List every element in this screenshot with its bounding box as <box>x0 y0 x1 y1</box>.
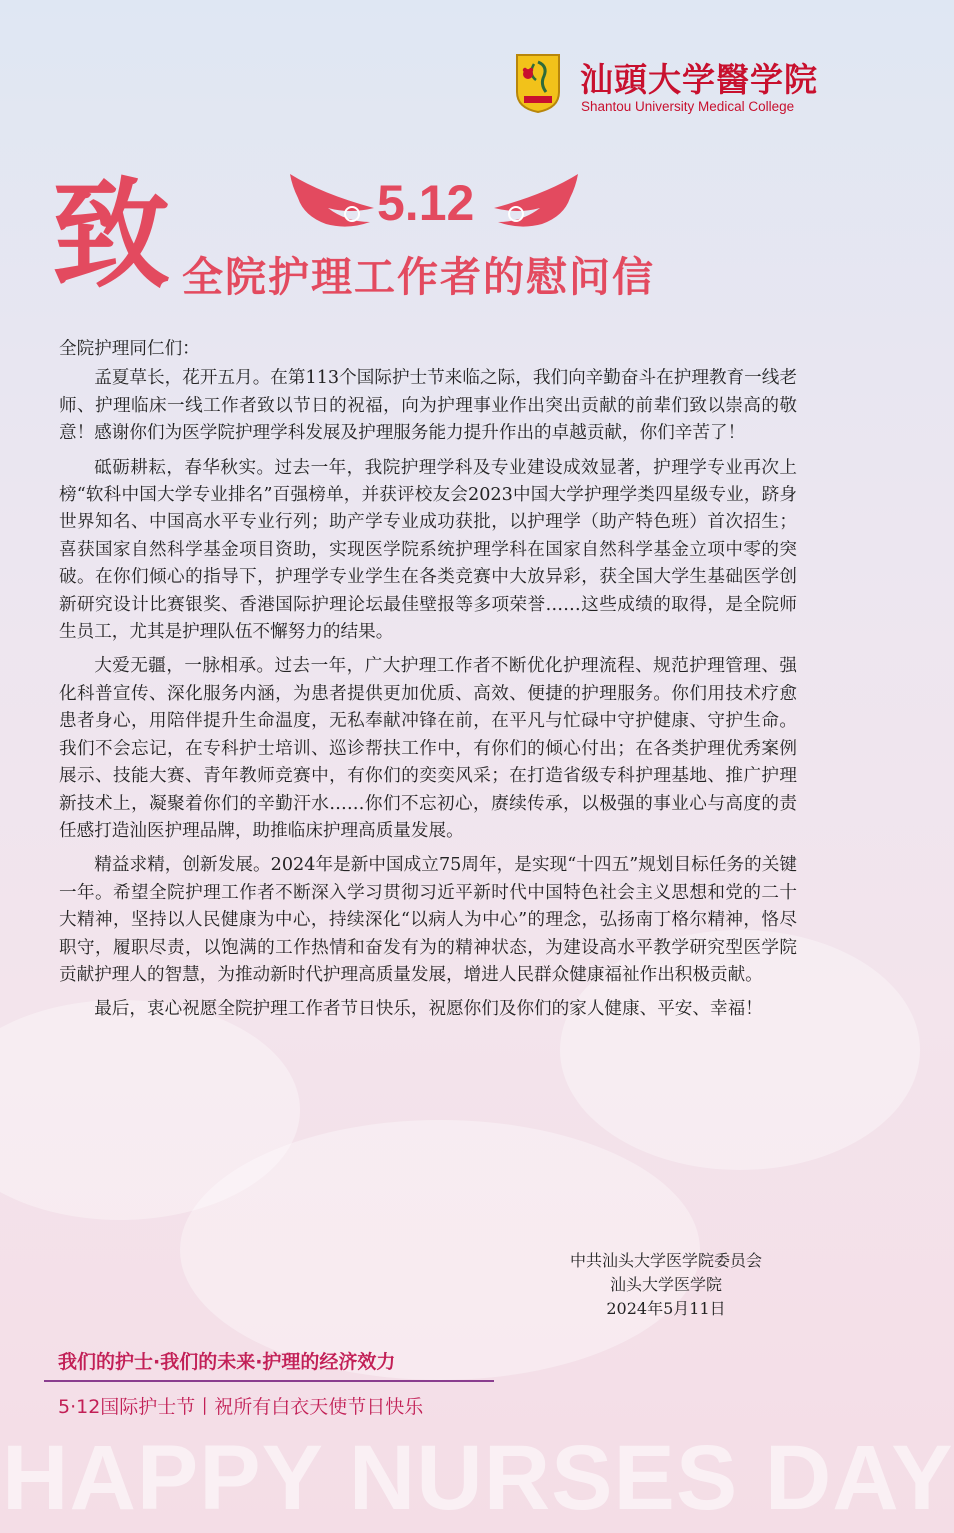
signature-org-committee: 中共汕头大学医学院委员会 <box>569 1251 762 1270</box>
college-emblem-icon <box>514 52 562 114</box>
happy-nurses-day-watermark: HAPPY NURSES DAY <box>2 1427 954 1529</box>
letter-body <box>59 336 797 1031</box>
title-zhi: 致 <box>52 166 171 304</box>
title-subtitle: 全院护理工作者的慰问信 <box>182 253 655 301</box>
logo-english-name: Shantou University Medical College <box>581 99 795 114</box>
slogan-greeting: 5·12国际护士节丨祝所有白衣天使节日快乐 <box>58 1396 424 1418</box>
letter-paragraph: 最后，衷心祝愿全院护理工作者节日快乐，祝愿你们及你们的家人健康、平安、幸福！ <box>94 999 763 1020</box>
slogan-divider <box>44 1380 494 1382</box>
signature-block <box>526 1249 806 1321</box>
signature-date: 2024年5月11日 <box>606 1299 726 1318</box>
letter-paragraph: 大爱无疆，一脉相承。过去一年，广大护理工作者不断优化护理流程、规范护理管理、强化科普宣传、深化服务内涵，为患者提供更加优质、高效、便捷的护理服务。你们用技术疗愈患者身心，用陪伴提升生命温度，无私奉献冲锋在前，在平凡与忙碌中守护健康、守护生命。我们不会忘记，在专科护士培训、巡诊帮扶工作中，有你们的倾心付出；在各类护理优秀案例展示、技能大赛、青年教师竞赛中，有你们的奕奕风采；在打造省级专科护理基地、推广护理新技术上，凝聚着你们的辛勤汗水……你们不忘初心，赓续传承，以极强的事业心与高度的责任感打造汕医护理品牌，助推临床护理高质量发展。 <box>59 656 797 841</box>
letter-paragraph: 砥砺耕耘，春华秋实。过去一年，我院护理学科及专业建设成效显著，护理学专业再次上榜“软科中国大学专业排名”百强榜单，并获评校友会2023中国大学护理学类四星级专业，跻身世界知名、中国高水平专业行列；助产学专业成功获批，以护理学（助产特色班）首次招生；喜获国家自然科学基金项目资助，实现医学院系统护理学科在国家自然科学基金立项中零的突破。在你们倾心的指导下，护理学专业学生在各类竞赛中大放异彩，获全国大学生基础医学创新研究设计比赛银奖、香港国际护理论坛最佳壁报等多项荣誉……这些成绩的取得，是全院师生员工，尤其是护理队伍不懈努力的结果。 <box>59 457 797 643</box>
letter-paragraph: 孟夏草长，花开五月。在第113个国际护士节来临之际，我们向辛勤奋斗在护理教育一线老师、护理临床一线工作者致以节日的祝福，向为护理事业作出突出贡献的前辈们致以崇高的敬意！感谢你们为医学院护理学科发展及护理服务能力提升作出的卓越贡献，你们辛苦了！ <box>59 368 797 444</box>
logo-chinese-name: 汕頭大学醫学院 <box>580 60 818 99</box>
signature-org-college: 汕头大学医学院 <box>609 1275 722 1294</box>
letter-salutation: 全院护理同仁们： <box>59 339 200 359</box>
slogan-theme: 我们的护士·我们的未来·护理的经济效力 <box>58 1351 396 1373</box>
college-logo <box>514 52 818 116</box>
title-date: 5.12 <box>377 175 475 231</box>
letter-paragraph: 精益求精，创新发展。2024年是新中国成立75周年，是实现“十四五”规划目标任务的关键一年。希望全院护理工作者不断深入学习贯彻习近平新时代中国特色社会主义思想和党的二十大精神，坚持以人民健康为中心，持续深化“以病人为中心”的理念，弘扬南丁格尔精神，恪尽职守，履职尽责，以饱满的工作热情和奋发有为的精神状态，为建设高水平教学研究型医学院贡献护理人的智慧，为推动新时代护理高质量发展，增进人民群众健康福祉作出积极贡献。 <box>59 855 797 985</box>
